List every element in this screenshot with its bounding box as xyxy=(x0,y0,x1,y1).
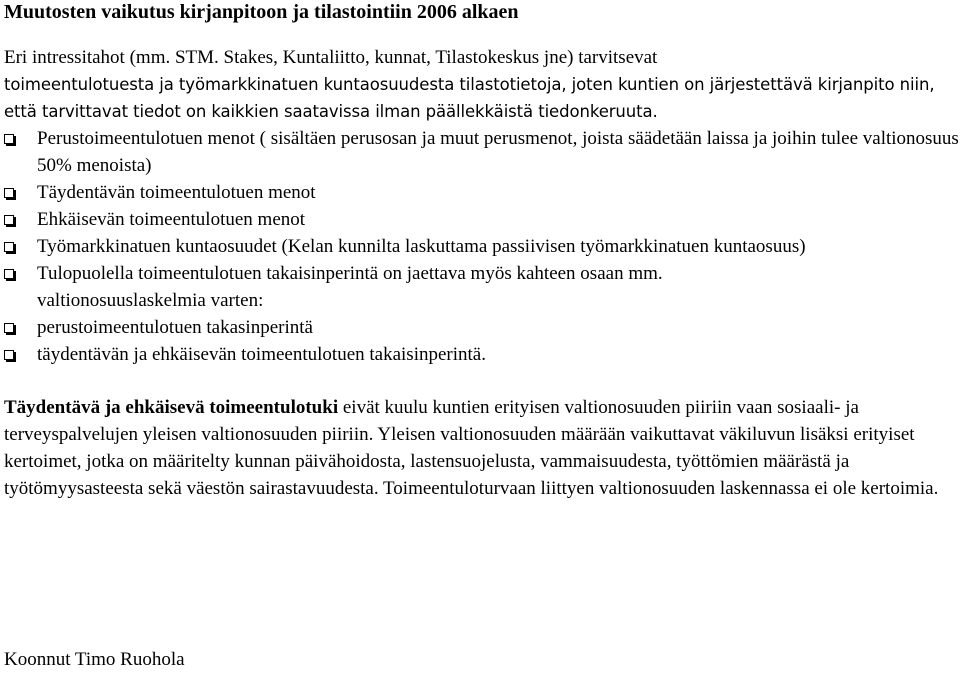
list-item xyxy=(4,260,960,287)
list-continuation: valtionosuuslaskelmia varten: xyxy=(37,290,264,311)
document xyxy=(4,0,960,502)
list-item-text: Täydentävän toimeentulotuen menot xyxy=(37,182,316,203)
intro-text: toimeentulotuesta ja työmarkkinatuen kuntaosuudesta tilastotietoja, joten kuntien on järjestettävä kirjanpito niin, että tarvittavat tiedot on kaikkien saatavissa ilman päällekkäistä tiedonkeruuta. xyxy=(4,75,935,121)
intro-line-1: Eri intressitahot (mm. STM. Stakes, Kuntaliitto, kunnat, Tilastokeskus jne) tarvitsevat xyxy=(4,47,658,68)
square-bullet-icon xyxy=(4,134,14,144)
square-bullet-icon xyxy=(4,215,14,225)
list-item-text: perustoimeentulotuen takasinperintä xyxy=(37,317,313,338)
list-item-text: Työmarkkinatuen kuntaosuudet (Kelan kunnilta laskuttama passiivisen työmarkkinatuen kuntaosuus) xyxy=(37,236,806,257)
square-bullet-icon xyxy=(4,242,14,252)
summary-bold-term: Täydentävä ja ehkäisevä toimeentulotuki xyxy=(4,397,339,418)
list-item-text: täydentävän ja ehkäisevän toimeentulotuen takaisinperintä. xyxy=(37,344,486,365)
author-credit: Koonnut Timo Ruohola xyxy=(4,649,185,670)
intro-paragraph xyxy=(4,44,960,125)
list-item-text: Perustoimeentulotuen menot ( sisältäen perusosan ja muut perusmenot, joista säädetään laissa ja joihin tulee valtionosuus 50% menoista) xyxy=(37,128,959,176)
square-bullet-icon xyxy=(4,269,14,279)
list-item xyxy=(4,341,960,368)
page-title: Muutosten vaikutus kirjanpitoon ja tilastointiin 2006 alkaen xyxy=(4,1,519,23)
list-item xyxy=(4,179,960,206)
list-item xyxy=(4,314,960,341)
square-bullet-icon xyxy=(4,350,14,360)
summary-paragraph xyxy=(4,394,960,502)
list-item-text: Ehkäisevän toimeentulotuen menot xyxy=(37,209,306,230)
list-item xyxy=(4,206,960,233)
main-bullet-list xyxy=(4,125,960,287)
square-bullet-icon xyxy=(4,188,14,198)
summary-text: eivät kuulu kuntien erityisen valtionosuuden piiriin vaan sosiaali- ja terveyspalvelujen yleisen valtionosuuden piiriin. Yleisen valtionosuuden määrään vaikuttavat väkiluvun lisäksi erityiset kertoimet, jotka on määritelty kunnan päivähoidosta, lastensuojelusta, vammaisuudesta, työttömien määrästä ja työtömyysasteesta sekä väestön sairastavuudesta. Toimeentuloturvaan liittyen valtionosuuden laskennassa ei ole kertoimia. xyxy=(4,397,939,499)
sub-bullet-list xyxy=(4,314,960,368)
square-bullet-icon xyxy=(4,323,14,333)
list-item-text: Tulopuolella toimeentulotuen takaisinperintä on jaettava myös kahteen osaan mm. xyxy=(37,263,663,284)
list-item xyxy=(4,233,960,260)
list-item xyxy=(4,125,960,179)
